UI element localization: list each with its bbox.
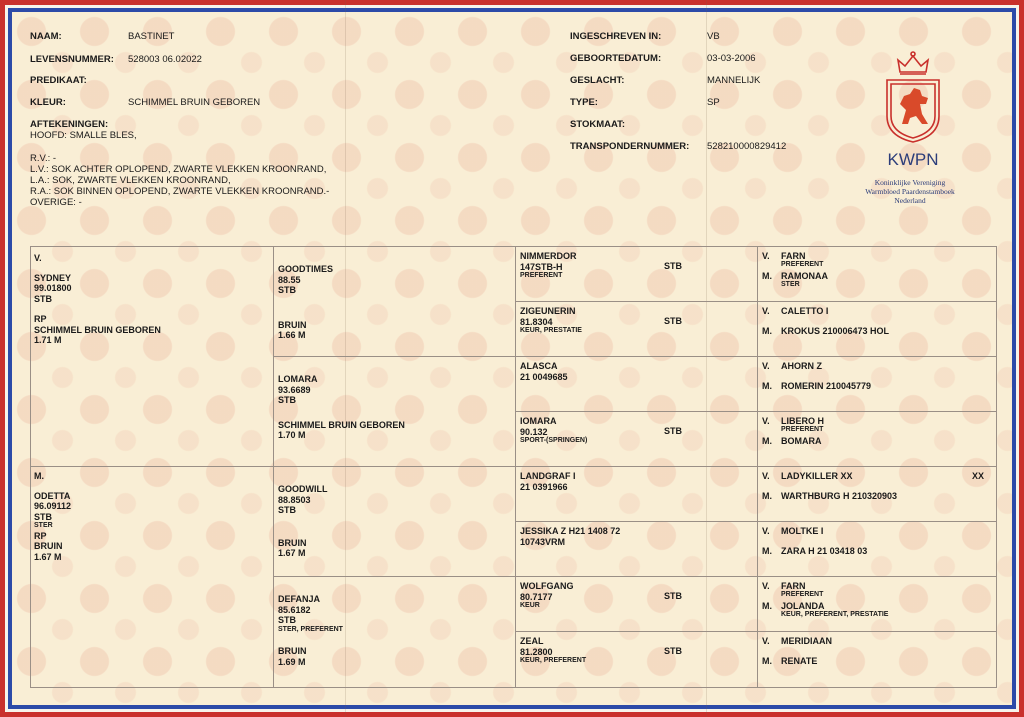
g4-m-label: M. [762, 546, 772, 556]
sire-number: 99.01800 [34, 283, 72, 293]
g3-sub: KEUR [520, 602, 540, 609]
g4-m-name: ZARA H 21 03418 03 [781, 546, 868, 556]
g4-v-label: V. [762, 526, 770, 536]
dam-number: 96.09112 [34, 501, 72, 511]
g4-m-sub: STER [781, 281, 800, 288]
g4-v-name: FARN [781, 581, 806, 591]
g3-tag: STB [664, 591, 682, 601]
geslacht-label: GESLACHT: [570, 75, 625, 86]
type-value: SP [707, 97, 720, 108]
dam-pred2: STER [34, 522, 53, 529]
g4-v-name: LADYKILLER XX [781, 471, 853, 481]
g3-name: NIMMERDOR [520, 251, 577, 261]
g3-cell [520, 636, 752, 666]
g4-cell [762, 581, 992, 631]
g2-cell [278, 484, 328, 559]
g4-m-name: JOLANDA [781, 601, 825, 611]
g4-v-name: MOLTKE I [781, 526, 824, 536]
g2-name: DEFANJA [278, 594, 321, 604]
g3-name: IOMARA [520, 416, 557, 426]
g4-v-label: V. [762, 636, 770, 646]
logo-line2: Warmbloed Paardenstamboek [865, 187, 955, 196]
g3-number: 10743VRM [520, 536, 566, 547]
g3-tag: STB [664, 261, 682, 271]
geboortedatum-label: GEBOORTEDATUM: [570, 53, 662, 64]
g3-number: 21 0391966 [520, 481, 568, 492]
g4-m-label: M. [762, 326, 772, 336]
g4-cell [762, 361, 992, 411]
g4-v-name: CALETTO I [781, 306, 829, 316]
g3-sub: PREFERENT [520, 272, 563, 279]
sire-name: SYDNEY [34, 272, 72, 283]
g3-number: 80.7177 [520, 591, 553, 602]
g2-number: 88.8503 [278, 494, 311, 505]
geslacht-value: MANNELIJK [707, 75, 761, 86]
naam-value: BASTINET [128, 31, 175, 42]
g3-tag: STB [664, 426, 682, 436]
g2-cell [278, 594, 343, 667]
g4-cell [762, 636, 992, 686]
logo-name: KWPN [887, 150, 939, 169]
g3-sub: SPORT-(SPRINGEN) [520, 437, 588, 444]
g2-color: SCHIMMEL BRUIN GEBOREN [278, 419, 405, 430]
g3-cell [520, 251, 752, 281]
kleur-value: SCHIMMEL BRUIN GEBOREN [128, 97, 261, 108]
dam-type: RP [34, 530, 47, 541]
g3-name: ALASCA [520, 361, 558, 371]
g4-v-sub: PREFERENT [781, 591, 824, 598]
aftekening-rv: R.V.: - [30, 153, 57, 164]
geboortedatum-value: 03-03-2006 [707, 53, 756, 64]
aftekening-overige: OVERIGE: - [30, 197, 82, 208]
g2-color: BRUIN [278, 537, 307, 548]
aftekeningen-label: AFTEKENINGEN: [30, 119, 109, 130]
g2-number: 85.6182 [278, 604, 311, 615]
transponder-value: 528210000829412 [707, 141, 787, 152]
g3-cell [520, 416, 752, 446]
kwpn-logo [878, 44, 948, 169]
g4-extra: XX [972, 471, 985, 481]
g2-number: 88.55 [278, 274, 301, 285]
g3-sub: KEUR, PRESTATIE [520, 327, 582, 334]
levensnummer-value: 528003 06.02022 [128, 54, 202, 65]
g4-m-label: M. [762, 381, 772, 391]
g3-name: WOLFGANG [520, 581, 574, 591]
g3-number: 81.8304 [520, 316, 553, 327]
g2-height: 1.70 M [278, 430, 306, 440]
g2-color: BRUIN [278, 646, 307, 656]
dam-color: BRUIN [34, 541, 63, 551]
naam-label: NAAM: [30, 31, 62, 42]
g4-m-label: M. [762, 271, 772, 281]
g4-m-name: KROKUS 210006473 HOL [781, 326, 890, 336]
kleur-label: KLEUR: [30, 97, 66, 108]
g2-number: 93.6689 [278, 384, 311, 395]
g4-v-sub: PREFERENT [781, 261, 824, 268]
g3-cell [520, 471, 752, 492]
g4-m-name: RENATE [781, 656, 818, 666]
aftekening-ra: R.A.: SOK BINNEN OPLOPEND, ZWARTE VLEKKEN KROONRAND.- [30, 186, 330, 197]
g4-v-name: MERIDIAAN [781, 636, 832, 646]
predikaat-label: PREDIKAAT: [30, 75, 87, 86]
g4-cell [762, 416, 992, 466]
pedigree-grid [30, 246, 997, 688]
g3-cell [520, 526, 752, 547]
g4-m-name: RAMONAA [781, 271, 828, 281]
g2-color: BRUIN [278, 319, 307, 330]
g4-m-label: M. [762, 656, 772, 666]
sire-role: V. [34, 253, 42, 263]
g2-height: 1.67 M [278, 548, 306, 558]
g4-v-label: V. [762, 361, 770, 371]
g4-v-label: V. [762, 251, 770, 261]
g3-sub: KEUR, PREFERENT [520, 657, 587, 664]
g3-number: 90.132 [520, 426, 548, 437]
g4-cell [762, 526, 992, 576]
sire-type: RP [34, 314, 47, 324]
g2-name: LOMARA [278, 374, 318, 384]
stokmaat-label: STOKMAAT: [570, 119, 626, 130]
g4-m-name: BOMARA [781, 436, 822, 446]
g3-name: ZEAL [520, 636, 544, 646]
sire-height: 1.71 M [34, 335, 62, 345]
g4-v-label: V. [762, 416, 770, 426]
g3-name: JESSIKA Z H21 1408 72 [520, 526, 621, 536]
g4-v-label: V. [762, 471, 770, 481]
g4-v-name: AHORN Z [781, 361, 822, 371]
dam-height: 1.67 M [34, 551, 62, 562]
g2-pred: STB [278, 505, 296, 515]
g3-number: 21 0049685 [520, 371, 568, 382]
transponder-label: TRANSPONDERNUMMER: [570, 141, 690, 152]
g4-m-label: M. [762, 491, 772, 501]
g2-name: GOODWILL [278, 484, 328, 494]
g4-cell [762, 471, 992, 521]
logo-line1: Koninklijke Vereniging [874, 178, 946, 187]
dam-cell [34, 471, 71, 562]
crest-icon [878, 44, 948, 144]
g4-cell [762, 306, 992, 356]
g3-name: LANDGRAF I [520, 471, 576, 481]
aftekening-hoofd: HOOFD: SMALLE BLES, [30, 130, 137, 141]
g2-height: 1.66 M [278, 330, 306, 340]
g2-name: GOODTIMES [278, 264, 334, 274]
sire-pred: STB [34, 293, 52, 304]
g4-v-label: V. [762, 306, 770, 316]
g4-m-name: ROMERIN 210045779 [781, 381, 872, 391]
logo-line3: Nederland [894, 196, 926, 205]
g4-v-label: V. [762, 581, 770, 591]
g4-v-sub: PREFERENT [781, 426, 824, 433]
g4-m-sub: KEUR, PREFERENT, PRESTATIE [781, 611, 889, 618]
aftekening-la: L.A.: SOK, ZWARTE VLEKKEN KROONRAND, [30, 175, 231, 186]
g2-height: 1.69 M [278, 656, 306, 667]
ingeschreven-label: INGESCHREVEN IN: [570, 31, 662, 42]
g2-pred: STB [278, 395, 296, 405]
dam-role: M. [34, 471, 44, 481]
aftekening-lv: L.V.: SOK ACHTER OPLOPEND, ZWARTE VLEKKEN KROONRAND, [30, 164, 327, 175]
g3-name: ZIGEUNERIN [520, 306, 576, 316]
levensnummer-label: LEVENSNUMMER: [30, 54, 114, 65]
g3-number: 147STB-H [520, 261, 563, 272]
g4-m-label: M. [762, 601, 772, 611]
g4-m-label: M. [762, 436, 772, 446]
g3-tag: STB [664, 316, 682, 326]
g4-v-name: LIBERO H [781, 416, 825, 426]
g3-number: 81.2800 [520, 646, 553, 657]
g2-cell [278, 264, 333, 341]
g3-tag: STB [664, 646, 682, 656]
g3-cell [520, 581, 752, 611]
g2-pred: STB [278, 285, 296, 295]
dam-name: ODETTA [34, 490, 71, 501]
g3-cell [520, 361, 752, 382]
g4-v-name: FARN [781, 251, 806, 261]
g2-cell [278, 374, 405, 441]
sire-cell [34, 253, 161, 346]
ingeschreven-value: VB [707, 31, 720, 42]
g2-pred2: STER, PREFERENT [278, 625, 343, 633]
g2-pred: STB [278, 615, 296, 625]
g4-m-name: WARTHBURG H 210320903 [781, 491, 898, 501]
type-label: TYPE: [570, 97, 598, 108]
g3-cell [520, 306, 752, 336]
dam-pred: STB [34, 511, 52, 522]
g4-cell [762, 251, 992, 301]
sire-color: SCHIMMEL BRUIN GEBOREN [34, 324, 161, 335]
